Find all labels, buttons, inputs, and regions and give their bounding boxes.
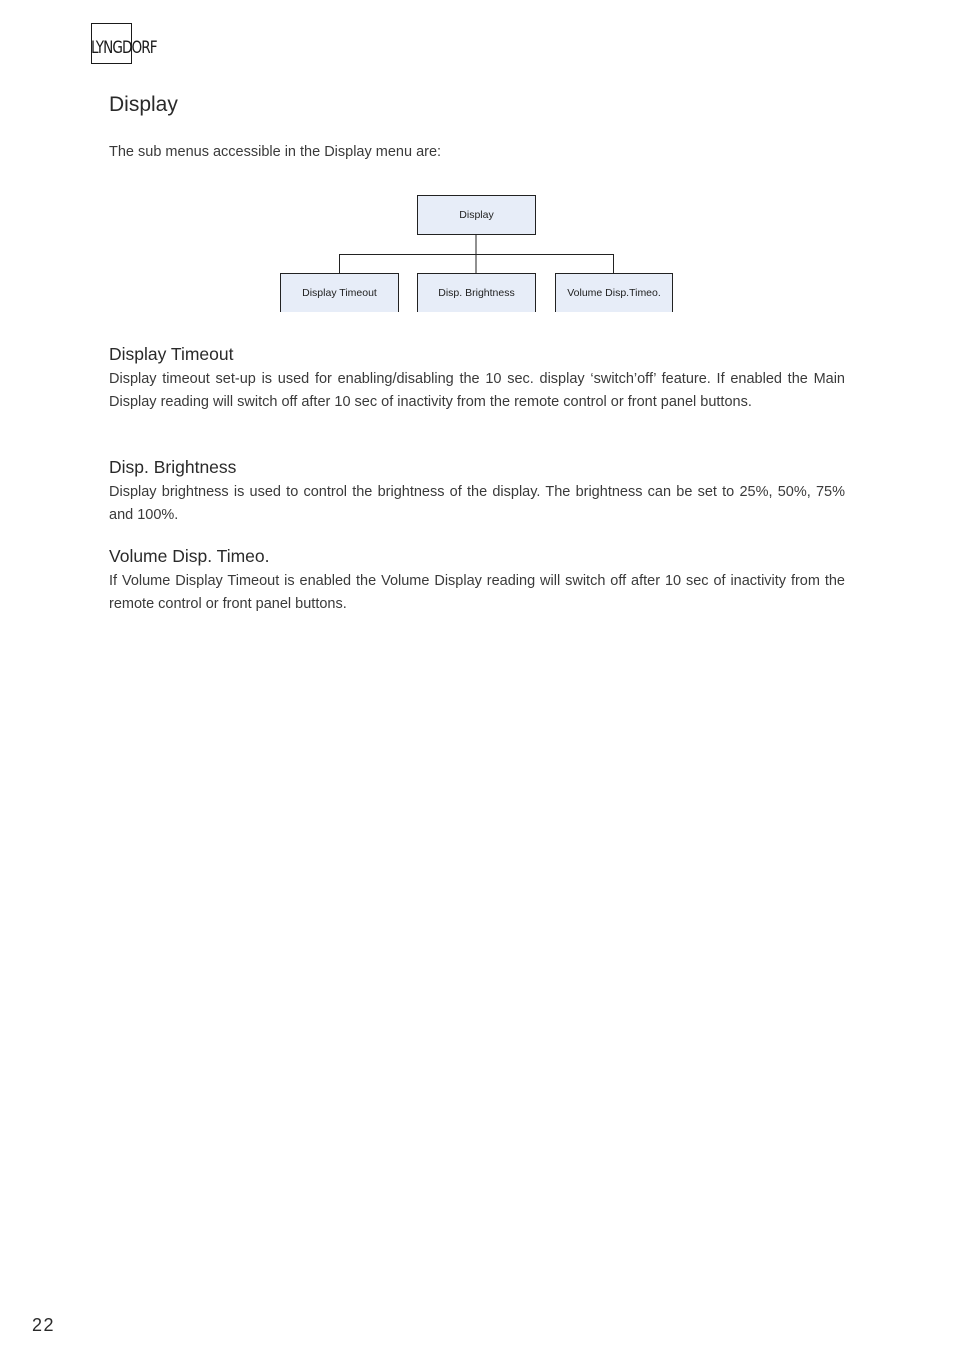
section-disp-brightness: [109, 457, 845, 526]
section-heading: Display Timeout: [109, 344, 234, 364]
intro-text: The sub menus accessible in the Display menu are:: [109, 144, 442, 160]
section-body: Display timeout set-up is used for enabling/disabling the 10 sec. display ‘switch’off’ feature. If enabled the Main Display reading will switch off after 10 sec of inactivity from the remote control or front panel buttons.: [109, 371, 845, 410]
section-heading: Disp. Brightness: [109, 457, 237, 477]
diagram-node-display-timeout: Display Timeout: [280, 273, 399, 312]
diagram-node-disp-brightness: Disp. Brightness: [417, 273, 536, 312]
section-volume-disp-timeo: [109, 546, 845, 615]
section-heading: Volume Disp. Timeo.: [109, 546, 270, 566]
section-display-timeout: [109, 344, 845, 413]
page-number: 22: [32, 1315, 56, 1335]
section-body: If Volume Display Timeout is enabled the Volume Display reading will switch off after 10 sec of inactivity from the remote control or front panel buttons.: [109, 573, 845, 612]
diagram-node-volume-disp-timeo: Volume Disp.Timeo.: [555, 273, 673, 312]
page-title: Display: [109, 93, 178, 116]
logo-text: LYNGDORF: [91, 38, 157, 58]
section-body: Display brightness is used to control the brightness of the display. The brightness can be set to 25%, 50%, 75% and 100%.: [109, 484, 845, 523]
diagram-node-display: Display: [417, 195, 536, 235]
